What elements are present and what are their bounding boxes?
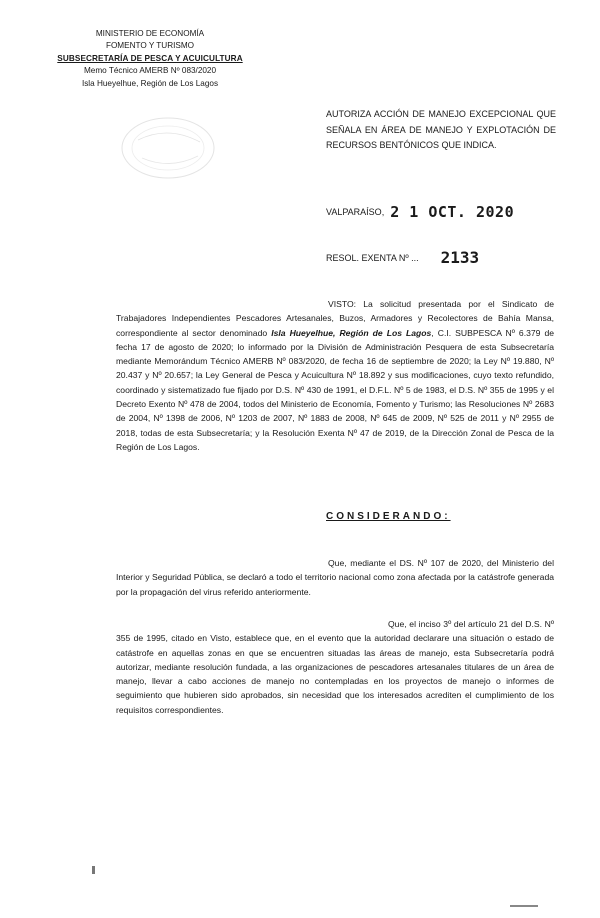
resolution-number: 2133 (440, 248, 480, 267)
resolution-number-line (326, 246, 479, 265)
ministry-subtitle: FOMENTO Y TURISMO (105, 41, 195, 51)
letterhead (56, 28, 256, 90)
subsecretariat-name: SUBSECRETARÍA DE PESCA Y ACUICULTURA (57, 53, 243, 63)
sector-name: Isla Hueyelhue, Región de Los Lagos (271, 327, 432, 338)
considerando-paragraph-2: Que, el inciso 3º del artículo 21 del D.S. Nº 355 de 1995, citado en Visto, establece que, en el evento que la autoridad declarare una situación o estado de catástrofe en aquellas zonas en que se encuentren situadas las áreas de manejo, esta Subsecretaría podrá autorizar, mediante resolución fundada, a las organizaciones de pescadores artesanales titulares de un área de manejo, llevar a cabo acciones de manejo no contempladas en los proyectos de manejo o informes de seguimiento que hubieren sido aprobados, sin necesidad que los interesados acrediten el cumplimiento de los requisitos correspondientes. (116, 619, 554, 715)
faint-stamp-icon (108, 100, 258, 200)
resolution-subject: AUTORIZA ACCIÓN DE MANEJO EXCEPCIONAL QUE SEÑALA EN ÁREA DE MANEJO Y EXPLOTACIÓN DE RECURSOS BENTÓNICOS QUE INDICA. (326, 109, 556, 151)
scan-mark-corner (510, 905, 538, 907)
resolution-label: RESOL. EXENTA Nº ... (326, 253, 419, 263)
place-label: VALPARAÍSO, (326, 207, 385, 217)
memo-reference: Memo Técnico AMERB Nº 083/2020 (83, 66, 217, 76)
visto-text: VISTO: La solicitud presentada por el Sindicato de Trabajadores Independientes Pescadores Artesanales, Buzos, Armadores y Recolectores de Bahía Mansa, correspondiente al sector denominado (116, 299, 554, 338)
considerando-heading: CONSIDERANDO: (326, 511, 451, 522)
location-reference: Isla Hueyelhue, Región de Los Lagos (81, 78, 219, 88)
ministry-name: MINISTERIO DE ECONOMÍA (95, 29, 205, 38)
place-and-date (326, 201, 514, 219)
visto-rest: , C.I. SUBPESCA Nº 6.379 de fecha 17 de agosto de 2020; lo informado por la División de Administración Pesquera de esta Subsecretaría mediante Memorándum Técnico AMERB Nº 083/2020, de fecha 16 de septiembre de 2020; la Ley Nº 19.880, Nº 20.437 y Nº 20.657; la Ley General de Pesca y Acuicultura Nº 18.892 y sus modificaciones, cuyo texto refundido, coordinado y sistematizado fue fijado por D.S. Nº 430 de 1991, el D.F.L. Nº 5 de 1983, el D.S. Nº 355 de 1995 y el Decreto Exento Nº 478 de 2004, todos del Ministerio de Economía, Fomento y Turismo; las Resoluciones Nº 2683 de 2004, Nº 1398 de 2006, Nº 1203 de 2007, Nº 1883 de 2008, Nº 645 de 2009, Nº 525 de 2011 y Nº 2955 de 2018, todas de esta Subsecretaría; y la Resolución Exenta Nº 47 de 2019, de la Dirección Zonal de Pesca de la Región de Los Lagos. (116, 327, 555, 452)
visto-paragraph (116, 297, 554, 454)
date-stamp: 2 1 OCT. 2020 (390, 203, 515, 221)
considerando-paragraph-1: Que, mediante el DS. Nº 107 de 2020, del Ministerio del Interior y Seguridad Pública, se declaró a todo el territorio nacional como zona afectada por la catástrofe generada por la propagación del virus referido anteriormente. (116, 558, 554, 597)
scan-mark (92, 866, 95, 874)
